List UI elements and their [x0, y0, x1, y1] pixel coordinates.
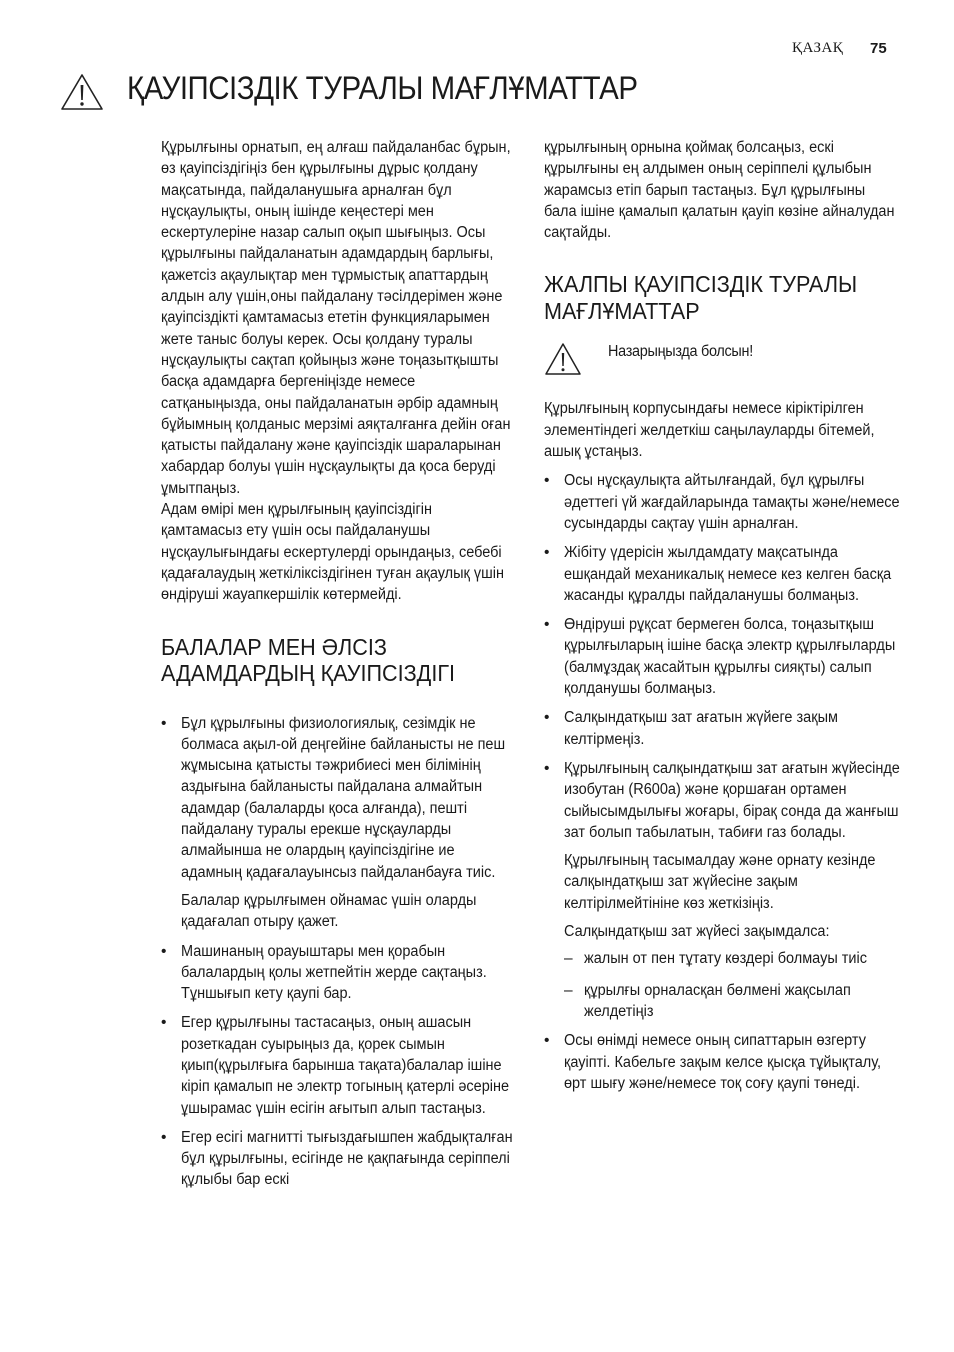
dash-item — [564, 948, 900, 969]
bullet-mark: • — [161, 1014, 167, 1032]
children-safety-list — [161, 713, 513, 1191]
section-heading-children: БАЛАЛАР МЕН ӘЛСІЗ АДАМДАРДЫҢ ҚАУІПСІЗДІГІ — [161, 633, 456, 687]
list-item — [544, 470, 900, 534]
list-item — [544, 542, 900, 606]
list-item-text: Осы нұсқаулықта айтылғандай, бұл құрылғы әдеттегі үй жағдайларында тамақты және/немесе сусындарды сақтау үшін арналған. — [564, 472, 900, 532]
bullet-mark: • — [544, 544, 550, 562]
right-column — [544, 137, 900, 1094]
page-number: 75 — [870, 40, 887, 57]
bullet-mark: • — [544, 709, 550, 727]
intro-paragraph: Құрылғыны орнатып, ең алғаш пайдаланбас бұрын, өз қауіпсіздігіңіз бен құрылғыны дұрыс қолдану мақсатында, пайдаланушыға арналған бұл нұсқаулықты, оның ішінде кеңестері мен ескертулеріне назар салып оқып шығыңыз. Осы құрылғыны пайдаланатын адамдардың барлығы, қажетсіз ақаулықтар мен тұрмыстық апаттардың алдын алу үшін,оны пайдалану тәсілдерімен және қауіпсіздікті қамтамасыз ететін функцияларымен жете таныс болуы керек. Осы қолдану туралы нұсқаулықты сақтап қойыңыз және тоңазытқышты басқа адамдарға бергеніңізде немесе сатқаныңызда, оны пайдаланатын әрбір адамның бұйымның қолданыс мерзімі аяқталғанға дейін оған қатысты пайдалану және қауіпсіздік шараларынан хабардар болуы үшін нұсқаулықты да қоса беруді ұмытпаңыз. — [161, 139, 511, 497]
list-item-note: Салқындатқыш зат жүйесі зақымдалса: — [564, 923, 830, 941]
list-item-note: Балалар құрылғымен ойнамас үшін оларды қадағалап отыру қажет. — [181, 891, 477, 931]
list-item-text: Салқындатқыш зат ағатын жүйеге зақым келтірмеңіз. — [564, 709, 838, 748]
list-item-text: Бұл құрылғыны физиологиялық, сезімдік не болмаса ақыл-ой деңгейіне байланысты не пеш жұмысына қатысты тәжрибиесі мен білімінің аздығына байланысты пайдалана алмайтын адамдар (балаларды қоса алғанда), пешті пайдалану туралы ерекше нұсқауларды алмайынша не олардың қауіпсіздігіне ие адамның қадағалауынсыз пайдаланбауға тиіс. — [181, 714, 506, 881]
bullet-mark: • — [161, 714, 167, 732]
list-item — [161, 941, 513, 1005]
list-item-text: Өндіруші рұқсат бермеген болса, тоңазытқыш құрылғыларың ішіне басқа электр құрылғыларды (балмұздақ жасайтын құрылғы сияқты) салып қолданушы болмаңыз. — [564, 616, 896, 698]
continuation-paragraph: құрылғының орнына қоймақ болсаңыз, ескі құрылғыны ең алдымен оның серіппелі құлыбын жарамсыз етіп барып тастаңыз. Бұл құрылғыны бала ішіне қамалып қалатын қауіп көзіне айналудан сақтайды. — [544, 139, 895, 242]
bullet-mark: • — [161, 942, 167, 960]
list-item — [544, 614, 900, 699]
dash-list — [564, 948, 900, 1022]
bullet-mark: • — [544, 616, 550, 634]
list-item — [544, 707, 900, 750]
bullet-mark: • — [544, 472, 550, 490]
list-item-text: Машинаның орауыштары мен қорабын балалардың қолы жетпейтін жерде сақтаңыз. Тұншығып кету қаупі бар. — [181, 942, 487, 1003]
list-item-text: Құрылғының салқындатқыш зат ағатын жүйесінде изобутан (R600a) және қоршаған ортамен сыйысымдылығы жоғары, бірақ сонда да жанғыш зат болып табылатын, табиғи газ болады. — [564, 759, 900, 841]
dash-item-text: жалын от пен тұтату көздері болмауы тиіс — [584, 950, 867, 968]
page-title: ҚАУІПСІЗДІК ТУРАЛЫ МАҒЛҰМАТТАР — [127, 70, 638, 106]
list-item — [161, 1127, 513, 1191]
warning-triangle-icon — [544, 342, 582, 376]
dash-item — [564, 980, 900, 1023]
list-item-note: Құрылғының тасымалдау және орнату кезінде салқындатқыш зат жүйесіне зақым келтірілмейтініне көз жеткізіңіз. — [564, 852, 876, 912]
list-item — [161, 1012, 513, 1118]
list-item-text: Егер құрылғыны тастасаңыз, оның ашасын розеткадан суырыңыз да, қорек сымын қиып(құрылғыға барынша тақата)балалар ішіне кіріп қамалып не электр тогының қатерлі әсеріне ұшырамас үшін есігін ағытып алып тастаңыз. — [181, 1014, 510, 1117]
left-column — [161, 137, 513, 1191]
section-heading-general: ЖАЛПЫ ҚАУІПСІЗДІК ТУРАЛЫ МАҒЛҰМАТТАР — [544, 271, 858, 324]
dash-mark: – — [564, 981, 573, 999]
dash-mark: – — [564, 950, 573, 968]
warning-triangle-icon — [60, 73, 104, 111]
bullet-mark: • — [544, 759, 550, 777]
dash-item-text: құрылғы орналасқан бөлмені жақсылап желдетіңіз — [584, 981, 851, 1020]
list-item — [544, 758, 900, 1022]
warning-label: Назарыңызда болсын! — [608, 343, 753, 361]
list-item-text: Осы өнімді немесе оның сипаттарын өзгерту қауіпті. Кабельге зақым келсе қысқа тұйықталу, өрт шығу және/немесе тоқ соғу қаупі төнеді. — [564, 1032, 882, 1092]
header-language: ҚАЗАҚ — [792, 40, 844, 56]
bullet-mark: • — [161, 1128, 167, 1146]
bullet-mark: • — [544, 1032, 550, 1050]
list-item-text: Егер есігі магнитті тығыздағышпен жабдықталған бұл құрылғыны, есігінде не қақпағында серіппелі құлыбы бар ескі — [181, 1128, 513, 1189]
general-safety-list — [544, 470, 900, 1094]
intro-paragraph-2: Адам өмірі мен құрылғының қауіпсіздігін қамтамасыз ету үшін осы пайдаланушы нұсқаулығындағы ескертулерді орындаңыз, себебі қадағалаудың жеткіліксіздігінен туған ақаулық үшін өндіруші жауапкершілік көтермейді. — [161, 501, 504, 604]
warning-notice — [544, 340, 900, 380]
list-item — [544, 1030, 900, 1094]
list-item-text: Жібіту үдерісін жылдамдату мақсатында ешқандай механикалық немесе кез келген басқа жасанды құралды пайдаланушы болмаңыз. — [564, 544, 892, 604]
general-intro: Құрылғының корпусындағы немесе кіріктірілген элементіндегі желдеткіш саңылауларды бітемей, ашық ұстаңыз. — [544, 400, 875, 461]
list-item — [161, 713, 513, 933]
